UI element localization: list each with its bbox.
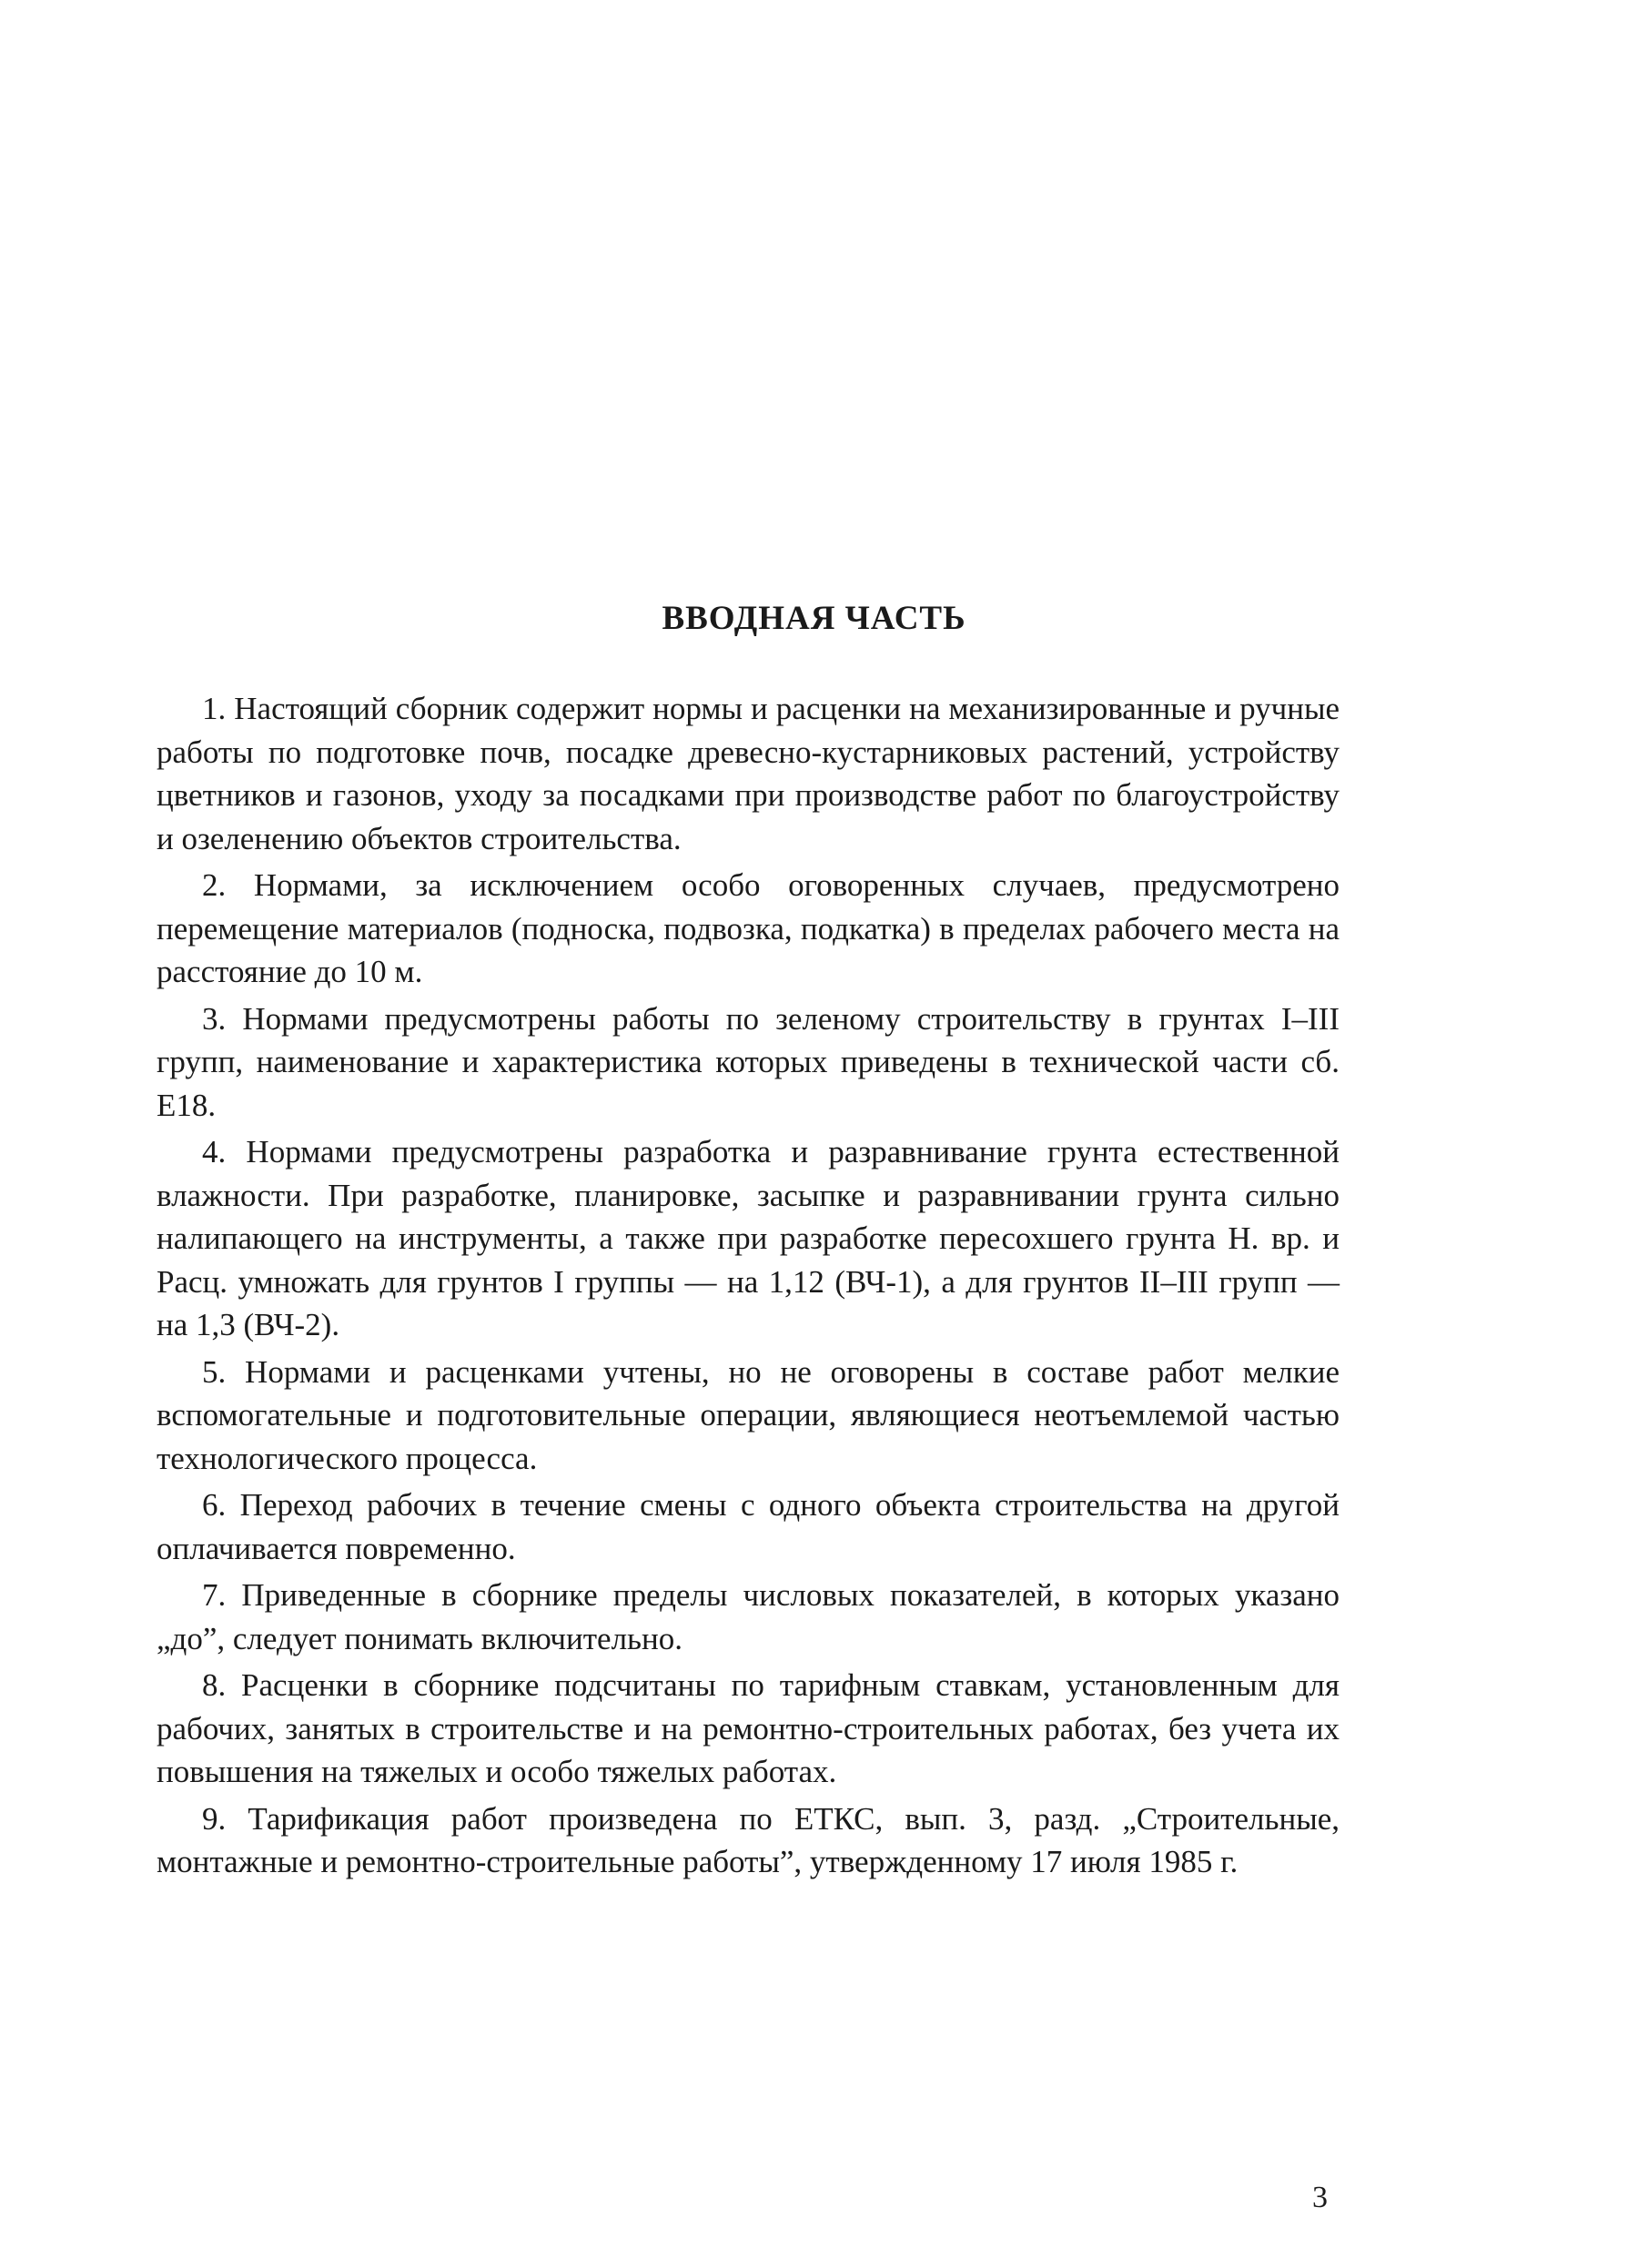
- body-text: [157, 687, 1340, 1888]
- paragraph-7: 7. Приведенные в сборнике пределы числовых показателей, в которых указано „до”, следует понимать включительно.: [157, 1577, 1340, 1656]
- paragraph-4: 4. Нормами предусмотрены разработка и разравнивание грунта естественной влажности. При разработке, планировке, засыпке и разравнивании грунта сильно налипающего на инструменты, а также при разработке пересохшего грунта Н. вр. и Расц. умножать для грунтов I группы — на 1,12 (ВЧ-1), а для грунтов II–III групп — на 1,3 (ВЧ-2).: [157, 1134, 1340, 1342]
- paragraph-9: 9. Тарификация работ произведена по ЕТКС, вып. 3, разд. „Строительные, монтажные и ремонтно-строительные работы”, утвержденному 17 июля 1985 г.: [157, 1800, 1340, 1879]
- page-number: 3: [1312, 2181, 1328, 2214]
- paragraph-1: 1. Настоящий сборник содержит нормы и расценки на механизированные и ручные работы по подготовке почв, посадке древесно-кустарниковых растений, устройству цветников и газонов, уходу за посадками при производстве работ по благоустройству и озеленению объектов строительства.: [157, 691, 1340, 856]
- paragraph-6: 6. Переход рабочих в течение смены с одного объекта строительства на другой оплачивается повременно.: [157, 1487, 1340, 1566]
- paragraph-3: 3. Нормами предусмотрены работы по зеленому строительству в грунтах I–III групп, наименование и характеристика которых приведены в технической части сб. Е18.: [157, 1000, 1340, 1123]
- paragraph-8: 8. Расценки в сборнике подсчитаны по тарифным ставкам, установленным для рабочих, занятых в строительстве и на ремонтно-строительных работах, без учета их повышения на тяжелых и особо тяжелых работах.: [157, 1667, 1340, 1789]
- section-title: ВВОДНАЯ ЧАСТЬ: [662, 600, 966, 637]
- paragraph-5: 5. Нормами и расценками учтены, но не оговорены в составе работ мелкие вспомогательные и подготовительные операции, являющиеся неотъемлемой частью технологического процесса.: [157, 1353, 1340, 1476]
- paragraph-2: 2. Нормами, за исключением особо оговоренных случаев, предусмотрено перемещение материалов (подноска, подвозка, подкатка) в пределах рабочего места на расстояние до 10 м.: [157, 867, 1340, 989]
